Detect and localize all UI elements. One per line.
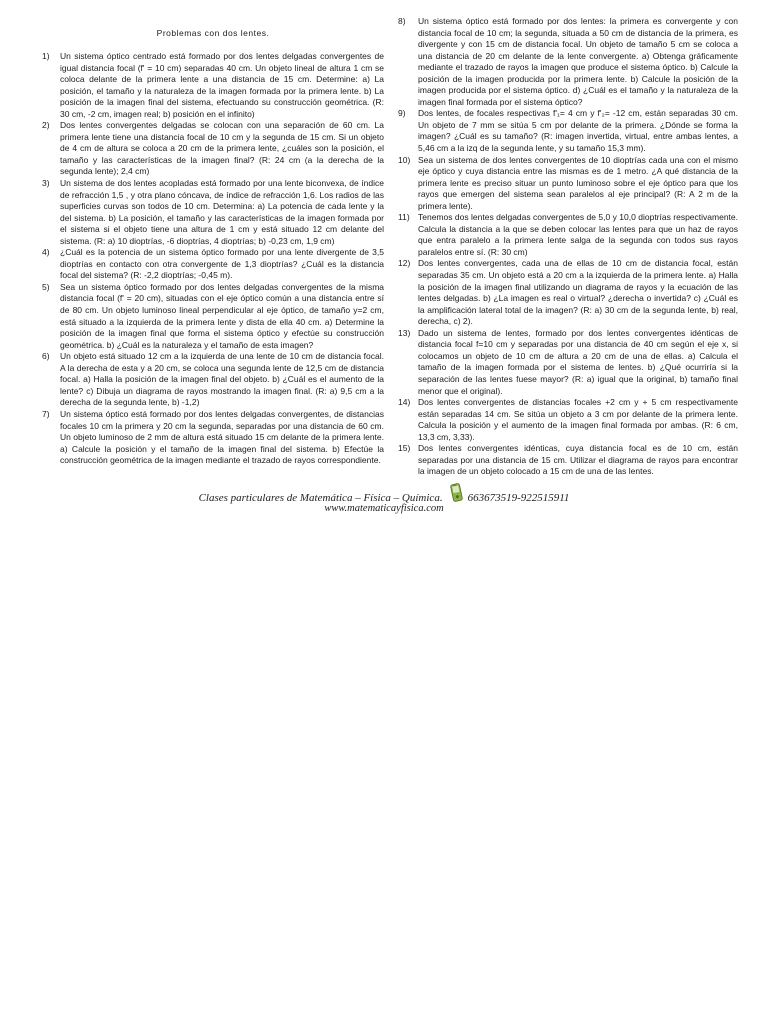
problem-text: Tenemos dos lentes delgadas convergentes de 5,0 y 10,0 dioptrías respectivamente. Calcula la distancia a la que se deben colocar las lentes para que un haz de rayos que entra paralelo a la primera lente salga de la segunda con todos sus rayos paralelos entre sí. (R: 30 cm) xyxy=(418,212,738,257)
problem-number: 1) xyxy=(42,51,50,61)
problem-number: 14) xyxy=(398,397,411,408)
page-title: Problemas con dos lentes. xyxy=(156,28,270,38)
problem-3 xyxy=(42,178,384,247)
problem-number: 10) xyxy=(398,154,411,165)
problem-1 xyxy=(42,51,384,120)
problem-7 xyxy=(42,409,384,467)
problem-text: Dos lentes convergentes delgadas se colocan con una separación de 60 cm. La primera lente tiene una distancia focal de 10 cm y la segunda de 15 cm. Si un objeto de 4 cm de altura se coloca a 20 cm de la primera lente, ¿cuáles son la posición, el tamaño y las características de la imagen final? (R: 24 cm (a la derecha de la segunda lente); 2,4 cm) xyxy=(60,120,384,177)
problem-number: 6) xyxy=(42,351,50,362)
problem-number: 7) xyxy=(42,408,50,419)
problem-number: 2) xyxy=(42,120,50,131)
footer-contact-line xyxy=(0,486,768,503)
problem-text: Dos lentes, de focales respectivas f'₁= 4 cm y f'₂= -12 cm, están separadas 30 cm. Un objeto de 7 mm se sitúa 5 cm por delante de la primera. ¿Dónde se forma la imagen? ¿Cuál es su tamaño? (R: imagen invertida, virtual, entre ambas lentes, a 5,46 cm a la izq de la segunda lente, y su tamaño 15,3 mm). xyxy=(418,108,738,154)
problem-15 xyxy=(398,443,738,478)
problem-number: 12) xyxy=(398,258,411,269)
problem-text: Un objeto está situado 12 cm a la izquierda de una lente de 10 cm de distancia focal. A la derecha de esta y a 20 cm, se coloca una segunda lente de 12,5 cm de distancia focal. a) Halla la posición de la imagen final del objeto. b) ¿Cuál es el aumento de la lente? c) Dibuja un diagrama de rayos mostrando la imagen final. (R: a) 9,5 cm a la derecha de la segunda lente, b) -1,2) xyxy=(60,351,384,408)
page-footer xyxy=(0,486,768,515)
left-column xyxy=(42,51,384,467)
problem-12 xyxy=(398,258,738,327)
problem-6 xyxy=(42,351,384,409)
problem-text: Dos lentes convergentes idénticas, cuya distancia focal es de 10 cm, están separadas por una distancia de 15 cm. Utilizar el diagrama de rayos para encontrar la imagen de un objeto colocado a 15 cm de una de las lentes. xyxy=(418,443,738,477)
problem-9 xyxy=(398,108,738,154)
problem-14 xyxy=(398,397,738,443)
problem-text: Un sistema óptico está formado por dos lentes delgadas convergentes, de distancias focales 10 cm la primera y 20 cm la segunda, separadas por una distancia de 60 cm. Un objeto luminoso de 2 mm de altura está situado 15 cm delante de la primera lente. a) Calcule la posición y el tamaño de la imagen final del sistema. b) Efectúe la construcción geométrica de la imagen mediante el trazado de rayos correspondiente. xyxy=(60,408,384,466)
problem-text: Dos lentes convergentes, cada una de ellas de 10 cm de distancia focal, están separadas 35 cm. Un objeto está a 20 cm a la izquierda de la primera lente. a) Halla la posición de la imagen final utilizando un diagrama de rayos y la ecuación de las lentes delgadas. b) ¿La imagen es real o virtual? ¿derecha o invertida? c) ¿Cuál es la amplificación lateral total de la imagen? (R: a) 30 cm de la segunda lente, b) real, derecha, c) 2). xyxy=(418,258,738,327)
problem-text: Dos lentes convergentes de distancias focales +2 cm y + 5 cm respectivamente están separadas 14 cm. Se sitúa un objeto a 3 cm por delante de la primera lente. Calcula la posición y el aumento de la imagen final formada por ambas. (R: 6 cm, 13,3 cm, 3,33). xyxy=(418,397,738,442)
problem-text: Sea un sistema de dos lentes convergentes de 10 dioptrías cada una con el mismo eje óptico y cuya distancia entre las mismas es de 1 metro. ¿A qué distancia de la primera lente es preciso situar un punto luminoso sobre el eje óptico para que los rayos que emergen del sistema sean paralelos al eje principal? (R: A 2 m de la primera lente). xyxy=(418,154,738,211)
problem-number: 9) xyxy=(398,108,406,119)
problem-11 xyxy=(398,212,738,258)
problem-text: Un sistema de dos lentes acopladas está formado por una lente biconvexa, de índice de refracción 1,5 , y otra plano cóncava, de índice de refracción 1,6. Los radios de las superficies curvas son todos de 10 cm. Determina: a) La potencia de cada lente y la del sistema. b) La posición, el tamaño y las características de la imagen formada por el sistema si el objeto tiene una altura de 1 cm y está situado 12 cm delante del sistema. (R: a) 10 dioptrías, -6 dioptrías, 4 dioptrías; b) -0,23 cm, 1,9 cm) xyxy=(60,178,384,246)
problem-number: 8) xyxy=(398,16,406,26)
problem-text: Un sistema óptico está formado por dos lentes: la primera es convergente y con distancia focal de 10 cm; la segunda, situada a 50 cm de distancia de la primera, es divergente y con 15 cm de distancia focal. Un objeto de tamaño 5 cm se coloca a una distancia de 20 cm delante de la lente convergente. a) Obtenga gráficamente mediante el trazado de rayos la imagen que produce el sistema óptico. b) Calcule la posición de la imagen producida por la primera lente. b) Calcule la posición de la imagen producida por el sistema óptico. d) ¿Cuál es el tamaño y la naturaleza de la imagen final formada por el sistema óptico? xyxy=(418,16,738,107)
footer-website-line xyxy=(0,503,768,515)
problem-5 xyxy=(42,282,384,351)
right-column xyxy=(398,16,738,478)
footer-website[interactable]: www.matematicayfisica.com xyxy=(324,503,444,514)
phone-icon xyxy=(450,483,463,508)
footer-tagline: Clases particulares de Matemática – Física – Química. xyxy=(198,492,443,505)
problem-text: Sea un sistema óptico formado por dos lentes delgadas convergentes de la misma distancia focal (f' = 20 cm), situadas con el eje óptico común a una distancia entre sí de 80 cm. Un objeto luminoso lineal perpendicular al eje óptico, de tamaño y=2 cm, está situado a la izquierda de la primera lente y dista de ella 40 cm. a) Determine la posición de la imagen final que forma el sistema óptico y efectúe su construcción geométrica. b) ¿Cuál es la naturaleza y el tamaño de esta imagen? xyxy=(60,281,384,350)
problem-number: 3) xyxy=(42,178,50,189)
problem-number: 4) xyxy=(42,247,50,258)
problem-number: 15) xyxy=(398,443,411,454)
problem-13 xyxy=(398,328,738,397)
problem-text: Dado un sistema de lentes, formado por dos lentes convergentes idénticas de distancia focal f=10 cm y separadas por una distancia de 40 cm según el eje x, si colocamos un objeto de 10 cm de altura a 20 cm de una de ellas. a) Calcula el tamaño de la imagen formada por el sistema de lentes. b) ¿Qué ocurriría si la separación de las lentes fuese mayor? (R: a) igual que la original, b) tamaño final menor que el original). xyxy=(418,327,738,396)
problem-2 xyxy=(42,120,384,178)
footer-phone: 663673519-922515911 xyxy=(467,492,570,505)
problem-number: 5) xyxy=(42,281,50,292)
problem-text: Un sistema óptico centrado está formado por dos lentes delgadas convergentes de igual distancia focal (f' = 10 cm) separadas 40 cm. Un objeto lineal de altura 1 cm se coloca delante de la primera lente a una distancia de 15 cm. Determine: a) La posición, el tamaño y la naturaleza de la imagen formada por la primera lente. b) La posición de la imagen final del sistema, efectuando su construcción geométrica. (R: 30 cm, -2 cm, imagen real; b) posición en el infinito) xyxy=(60,51,384,119)
problem-4 xyxy=(42,247,384,282)
problem-10 xyxy=(398,155,738,213)
problem-8 xyxy=(398,16,738,108)
problem-number: 13) xyxy=(398,327,411,338)
problem-text: ¿Cuál es la potencia de un sistema óptico formado por una lente divergente de 3,5 dioptrías en contacto con otra convergente de 1,3 dioptrías? ¿Cuál es la distancia focal del sistema? (R: -2,2 dioptrías; -0,45 m). xyxy=(60,247,384,281)
problem-number: 11) xyxy=(398,212,410,223)
